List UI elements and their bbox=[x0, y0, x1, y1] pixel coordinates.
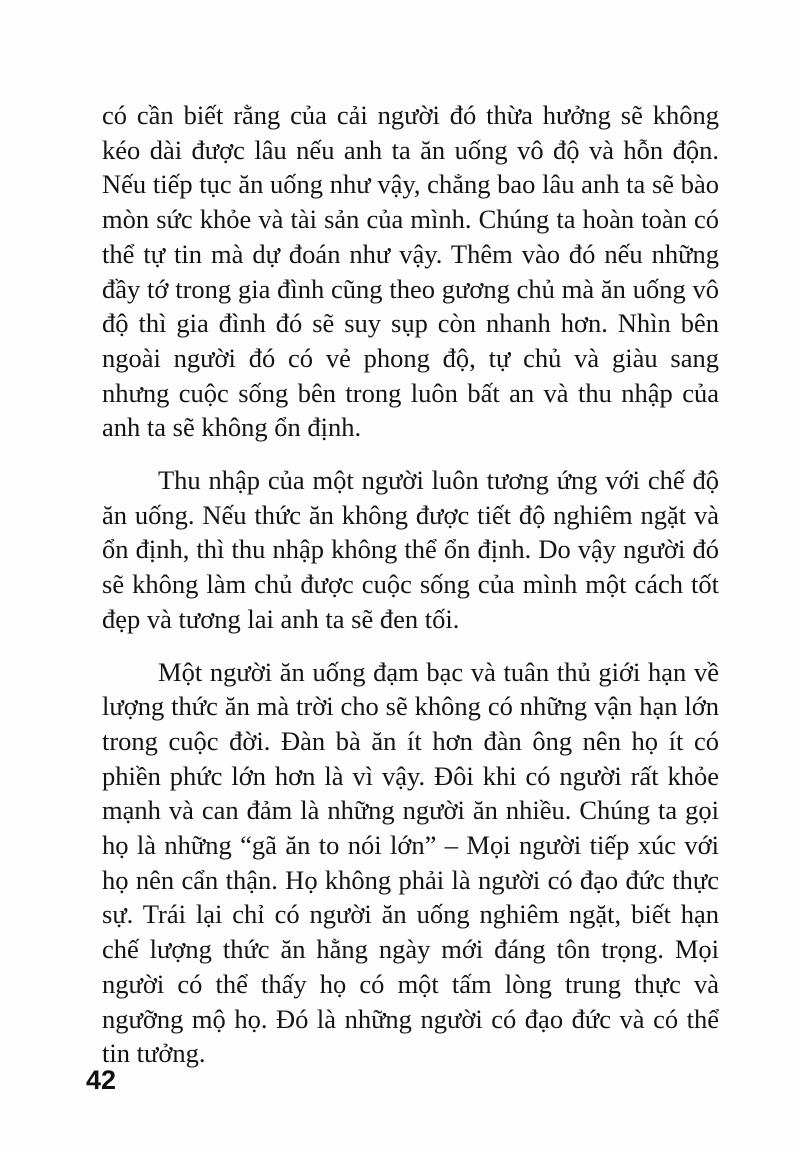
paragraph-1: có cần biết rằng của cải người đó thừa hưởng sẽ không kéo dài được lâu nếu anh ta ăn uống vô độ và hỗn độn. Nếu tiếp tục ăn uống như vậy, chẳng bao lâu anh ta sẽ bào mòn sức khỏe và tài sản của mình. Chúng ta hoàn toàn có thể tự tin mà dự đoán như vậy. Thêm vào đó nếu những đầy tớ trong gia đình cũng theo gương chủ mà ăn uống vô độ thì gia đình đó sẽ suy sụp còn nhanh hơn. Nhìn bên ngoài người đó có vẻ phong độ, tự chủ và giàu sang nhưng cuộc sống bên trong luôn bất an và thu nhập của anh ta sẽ không ổn định. bbox=[102, 100, 719, 443]
page-number: 42 bbox=[86, 1065, 117, 1095]
body-text bbox=[102, 98, 719, 1071]
paragraph-3: Một người ăn uống đạm bạc và tuân thủ giới hạn về lượng thức ăn mà trời cho sẽ không có những vận hạn lớn trong cuộc đời. Đàn bà ăn ít hơn đàn ông nên họ ít có phiền phức lớn hơn là vì vậy. Đôi khi có người rất khỏe mạnh và can đảm là những người ăn nhiều. Chúng ta gọi họ là những “gã ăn to nói lớn” – Mọi người tiếp xúc với họ nên cẩn thận. Họ không phải là người có đạo đức thực sự. Trái lại chỉ có người ăn uống nghiêm ngặt, biết hạn chế lượng thức ăn hằng ngày mới đáng tôn trọng. Mọi người có thể thấy họ có một tấm lòng trung thực và ngưỡng mộ họ. Đó là những người có đạo đức và có thể tin tưởng. bbox=[102, 656, 719, 1069]
paragraph-2: Thu nhập của một người luôn tương ứng với chế độ ăn uống. Nếu thức ăn không được tiết độ nghiêm ngặt và ổn định, thì thu nhập không thể ổn định. Do vậy người đó sẽ không làm chủ được cuộc sống của mình một cách tốt đẹp và tương lai anh ta sẽ đen tối. bbox=[102, 465, 719, 634]
